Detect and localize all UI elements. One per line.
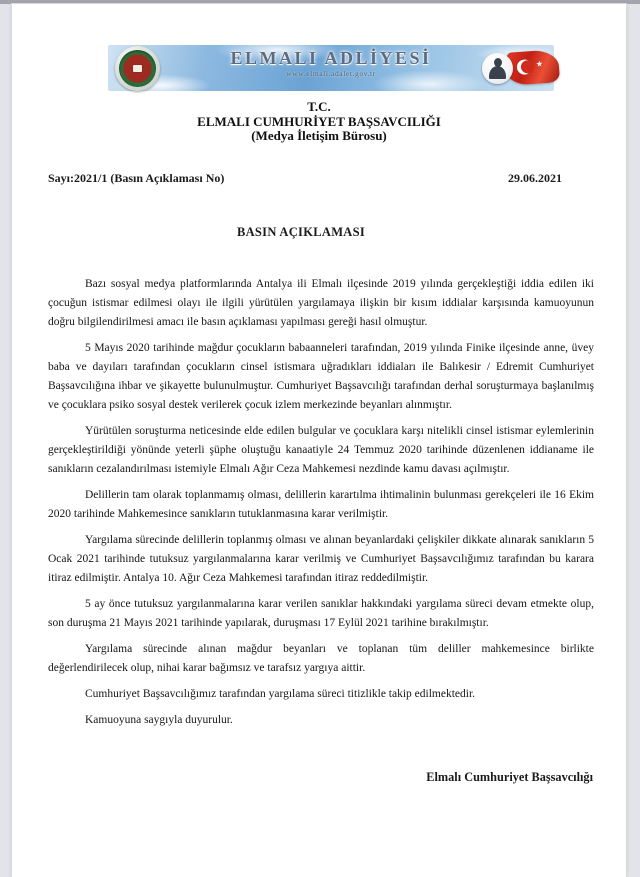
meta-row (48, 171, 605, 186)
ataturk-medallion-icon (482, 53, 513, 84)
paragraph: Yargılama sürecinde delillerin toplanmış olması ve alınan beyanlardaki çelişkiler dikkate alınarak sanıkların 5 Ocak 2021 tarihinde tutuksuz yargılanmalarına karar verilmiş ve Cumhuriyet Başsavcılığımız tarafından bu karara itiraz edilmiştir. Antalya 10. Ağır Ceza Mahkemesi tarafından itiraz reddedilmiştir. (48, 534, 594, 584)
document-page (12, 4, 626, 877)
paragraph: Yürütülen soruşturma neticesinde elde edilen bulgular ve çocuklara karşı nitelikli cinsel istismar eylemlerinin gerçekleştirildiği yönünde yeterli şüphe oluştuğu kanaatiyle 24 Temmuz 2020 tarihinde düzenlenen iddianame ile sanıkların cezalandırılması istemiyle Elmalı Ağır Ceza Mahkemesi nezdinde kamu davası açılmıştır. (48, 425, 594, 475)
paragraph: 5 ay önce tutuksuz yargılanmalarına karar verilen sanıklar hakkındaki yargılama süreci devam etmekte olup, son duruşma 21 Mayıs 2021 tarihinde yapılarak, duruşması 17 Eylül 2021 tarihine bırakılmıştır. (48, 598, 594, 629)
turkish-flag-icon (505, 49, 560, 86)
paragraph: Delillerin tam olarak toplanmamış olması, delillerin karartılma ihtimalinin bulunması gerekçeleri ile 16 Ekim 2020 tarihinde Mahkemesince sanıkların tutuklanmasına karar verilmiştir. (48, 489, 594, 520)
letterhead (12, 100, 626, 144)
letterhead-republic: T.C. (307, 99, 331, 114)
signature-block: Elmalı Cumhuriyet Başsavcılığı (426, 770, 593, 784)
document-number: Sayı:2021/1 (Basın Açıklaması No) (48, 171, 225, 185)
paragraph: Bazı sosyal medya platformlarında Antalya ili Elmalı ilçesinde 2019 yılında gerçekleştiği iddia edilen iki çocuğun istismar edilmesi olayı ile ilgili yürütülen yargılamaya ilişkin bir kısım iddialar karşısında kamuoyunun doğru bilgilendirilmesi amacı ile basın açıklaması yapılması gereği hasıl olmuştur. (48, 278, 594, 328)
letterhead-office: ELMALI CUMHURİYET BAŞSAVCILIĞI (197, 113, 441, 129)
paragraph: Kamuoyuna saygıyla duyurulur. (85, 714, 233, 726)
flag-crescent (516, 59, 532, 75)
document-date: 29.06.2021 (508, 171, 562, 185)
paragraph: 5 Mayıs 2020 tarihinde mağdur çocukların babaanneleri tarafından, 2019 yılında Finike ilçesinde anne, üvey baba ve dayıları tarafından çocukların cinsel istismara uğradıkları iddiaları ile Balıkesir / Edremit Cumhuriyet Başsavcılığına ihbar ve şikayette bulunulmuştur. Cumhuriyet Başsavcılığı tarafından derhal soruşturmaya başlanılmış ve çocuklara psiko sosyal destek verilerek çocuk izlem merkezinde beyanları alınmıştır. (48, 342, 594, 411)
banner-title: ELMALI ADLİYESİ (230, 48, 432, 68)
document-body (48, 275, 594, 737)
paragraph: Cumhuriyet Başsavcılığımız tarafından yargılama süreci titizlikle takip edilmektedir. (85, 688, 476, 700)
flag-star: ★ (535, 59, 544, 69)
paragraph: Yargılama sürecinde alınan mağdur beyanları ve toplanan tüm deliller mahkemesince birlikte değerlendirilecek olup, nihai karar bağımsız ve tarafsız yargıya aittir. (48, 643, 594, 674)
letterhead-bureau: (Medya İletişim Bürosu) (251, 128, 387, 143)
ataturk-bust-body (489, 66, 506, 79)
courthouse-banner (108, 45, 554, 91)
banner-url: www.elmali.adalet.gov.tr (286, 69, 376, 78)
press-release-title: BASIN AÇIKLAMASI (236, 225, 366, 239)
